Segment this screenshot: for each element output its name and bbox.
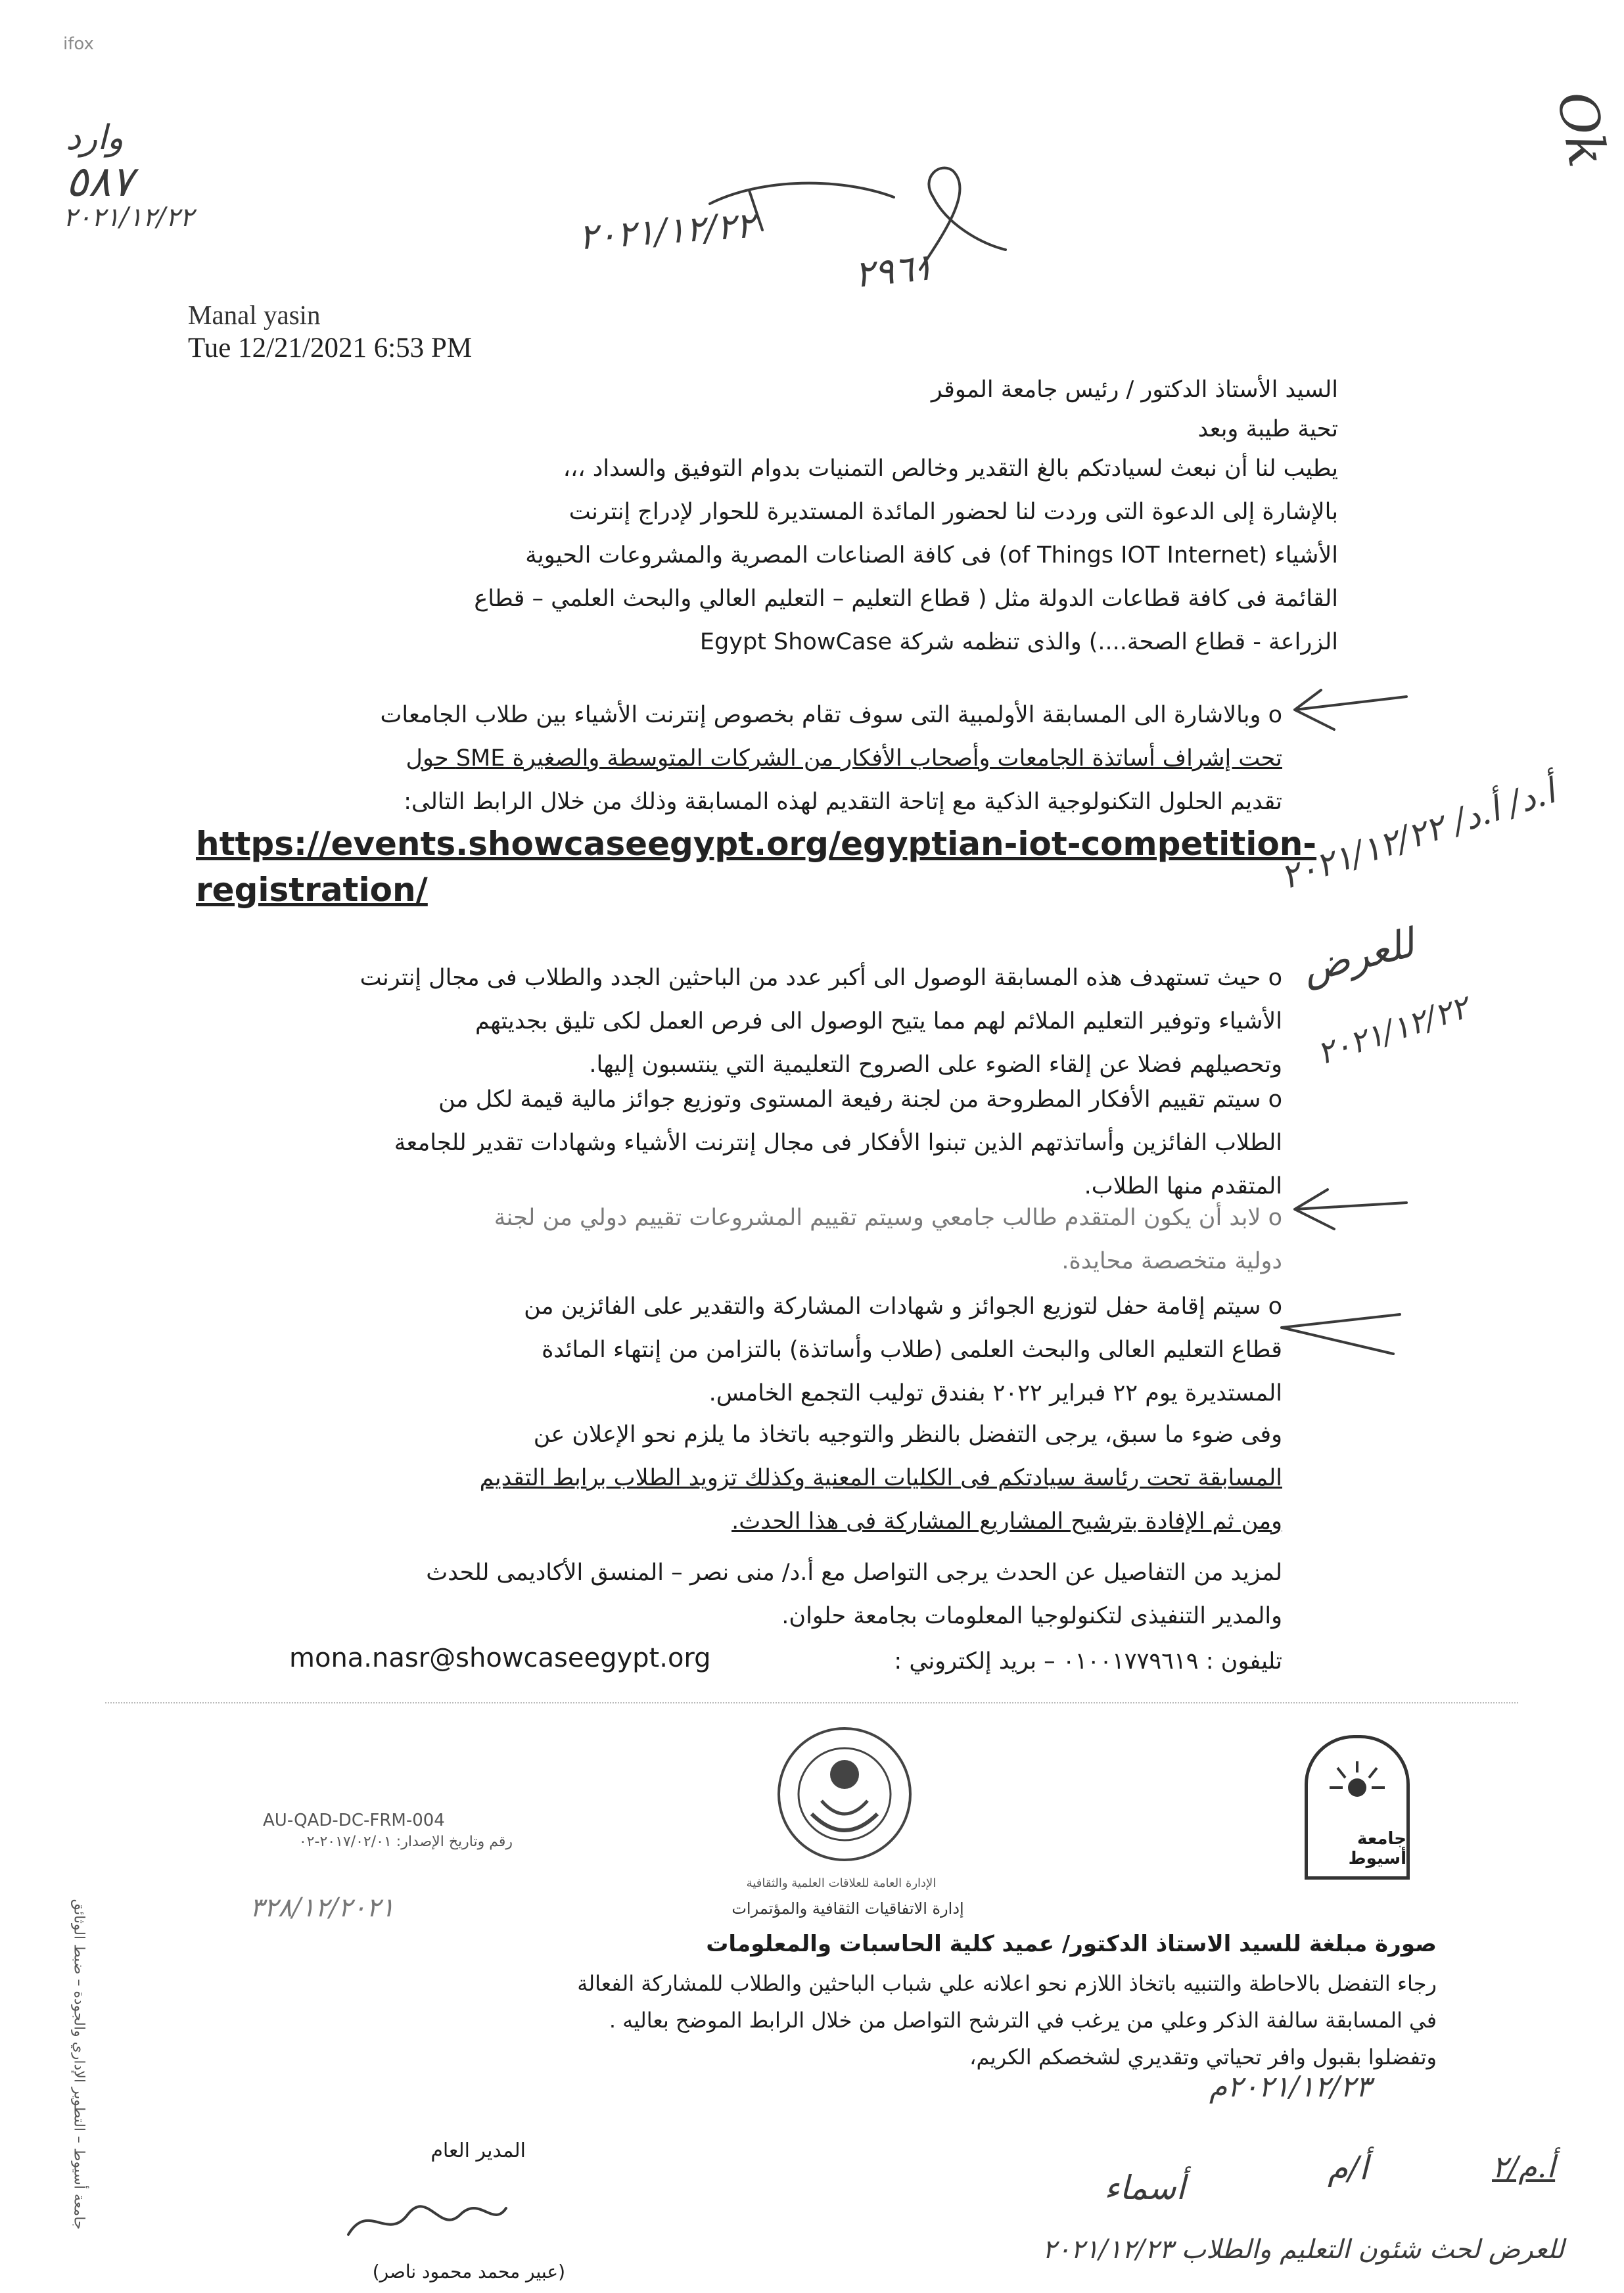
separator [105, 1702, 1518, 1703]
bottom-line-note: للعرض لحث شئون التعليم والطلاب ٢٠٢١/١٢/٢٣ [1042, 2235, 1564, 2265]
point-3 [0, 1078, 1282, 1208]
intro-line: القائمة فى كافة قطاعات الدولة مثل ( قطاع التعليم – التعليم العالي والبحث العلمي – قطاع [474, 586, 1338, 612]
top-right-initials: Ok [1545, 87, 1619, 172]
bottom-note-1: أسماء [1104, 2169, 1186, 2207]
point-1-line: تحت إشراف أساتذة الجامعات وأصحاب الأفكار من الشركات المتوسطة والصغيرة SME حول [406, 745, 1282, 772]
point-5 [0, 1285, 1282, 1415]
corner-mark: ifox [63, 34, 94, 54]
incoming-number: ٥٨٧ [66, 158, 134, 206]
bottom-note-2: أ/م [1328, 2149, 1368, 2187]
point-5-line: قطاع التعليم العالى والبحث العلمى (طلاب وأساتذة) بالتزامن من إنتهاء المائدة [542, 1337, 1282, 1363]
intro-line: الزراعة - قطاع الصحة....) والذى تنظمه شركة Egypt ShowCase [699, 629, 1338, 655]
intro-line: بالإشارة إلى الدعوة التى وردت لنا لحضور المائدة المستديرة للحوار لإدراج إنترنت [568, 499, 1338, 525]
request-paragraph [0, 1413, 1282, 1543]
margin-arrow-2 [1282, 1183, 1413, 1236]
side-note-1: أ.د/ أ.د/ ٢٠٢١/١٢/٢٢ [1276, 772, 1560, 898]
intro-line: يطيب لنا أن نبعث لسيادتكم بالغ التقدير وخالص التمنيات بدوام التوفيق والسداد ،،، [563, 455, 1338, 482]
department-emblem [769, 1715, 920, 1880]
phone-line: تليفون : ٠١٠٠١٧٧٩٦١٩ – بريد إلكتروني : [894, 1648, 1282, 1675]
emblem-ring-text: الإدارة العامة للعلاقات العلمية والثقافية [746, 1876, 937, 1890]
intro-line: الأشياء (of Things IOT Internet) فى كافة الصناعات المصرية والمشروعات الحيوية [525, 542, 1338, 568]
point-2-line: o حيث تستهدف هذه المسابقة الوصول الى أكبر عدد من الباحثين الجدد والطلاب فى مجال إنترنت [360, 965, 1282, 991]
contact-email[interactable]: mona.nasr@showcaseegypt.org [289, 1643, 711, 1673]
side-note-2: للعرض [1297, 920, 1419, 992]
point-2-line: الأشياء وتوفير التعليم الملائم لهم مما يتيح الوصول الى فرص العمل لكى تليق بجديتهم [475, 1008, 1282, 1034]
side-note-3: ٢٠٢١/١٢/٢٢ [1312, 988, 1473, 1073]
sun-icon [1324, 1758, 1390, 1817]
point-4-line: o لابد أن يكون المتقدم طالب جامعي وسيتم تقييم المشروعات تقييم دولي من لجنة [494, 1205, 1282, 1231]
copy-date: ٢٠٢١/١٢/٢٣م [1209, 2070, 1371, 2104]
point-5-line: o سيتم إقامة حفل لتوزيع الجوائز و شهادات المشاركة والتقدير على الفائزين من [524, 1293, 1282, 1320]
registration-link[interactable]: https://events.showcaseegypt.org/egyptian-iot-competition- [196, 825, 1317, 863]
point-1 [0, 693, 1282, 823]
request-line: وفى ضوء ما سبق، يرجى التفضل بالنظر والتوجيه باتخاذ ما يلزم نحو الإعلان عن [533, 1422, 1282, 1448]
emblem-caption: إدارة الاتفاقيات الثقافية والمؤتمرات [731, 1899, 964, 1918]
registration-link-cont[interactable]: registration/ [196, 871, 428, 909]
margin-arrow-3 [1268, 1301, 1413, 1367]
copy-line: رجاء التفضل بالاحاطة والتنبيه باتخاذ اللازم نحو اعلانه علي شباب الباحثين والطلاب للمشاركة الفعالة [577, 1971, 1437, 1996]
director-signature [342, 2195, 513, 2248]
university-logo [1305, 1735, 1410, 1880]
contact-line: والمدير التنفيذى لتكنولوجيا المعلومات بجامعة حلوان. [781, 1603, 1282, 1629]
email-sent-date: Tue 12/21/2021 6:53 PM [188, 333, 473, 363]
request-line: المسابقة تحت رئاسة سيادتكم فى الكليات المعنية وكذلك تزويد الطلاب برابط التقديم [479, 1465, 1282, 1491]
email-sender: Manal yasin [188, 300, 321, 330]
salutation: السيد الأستاذ الدكتور / رئيس جامعة الموقر [931, 377, 1338, 403]
handwritten-ref: ٣٢٨/١٢/٢٠٢١ [250, 1893, 395, 1923]
incoming-stamp-word: وارد [66, 118, 124, 158]
form-code: AU-QAD-DC-FRM-004 [263, 1811, 445, 1830]
point-5-line: المستديرة يوم ٢٢ فبراير ٢٠٢٢ بفندق توليب التجمع الخامس. [708, 1380, 1282, 1406]
director-title: المدير العام [430, 2139, 526, 2162]
point-4 [0, 1196, 1282, 1283]
greeting: تحية طيبة وبعد [1197, 416, 1338, 442]
point-3-line: المتقدم منها الطلاب. [1084, 1173, 1282, 1199]
receipt-date: ٢٠٢١/١٢/٢٢ [577, 204, 756, 258]
request-line: ومن ثم الإفادة بترشيح المشاريع المشاركة فى هذا الحدث. [731, 1508, 1282, 1535]
bottom-note-3: أ.م/٢ [1492, 2149, 1556, 2185]
receipt-number: ٢٩٦١ [852, 245, 936, 297]
point-2-line: وتحصيلهم فضلا عن إلقاء الضوء على الصروح التعليمية التي ينتسبون إليها. [589, 1052, 1282, 1078]
contact-line: لمزيد من التفاصيل عن الحدث يرجى التواصل مع أ.د/ منى نصر – المنسق الأكاديمى للحدث [426, 1560, 1282, 1586]
incoming-date: ٢٠٢١/١٢/٢٢ [63, 202, 194, 233]
point-1-line: تقديم الحلول التكنولوجية الذكية مع إتاحة التقديم لهذه المسابقة وذلك من خلال الرابط التالى: [404, 789, 1282, 815]
intro-paragraph [89, 447, 1338, 664]
copy-paragraph [89, 1965, 1437, 2075]
point-1-line: o وبالاشارة الى المسابقة الأولمبية التى سوف تقام بخصوص إنترنت الأشياء بين طلاب الجامعات [380, 702, 1282, 728]
copy-line: وتفضلوا بقبول وافر تحياتي وتقديري لشخصكم الكريم، [969, 2045, 1437, 2070]
point-3-line: o سيتم تقييم الأفكار المطروحة من لجنة رفيعة المستوى وتوزيع جوائز مالية قيمة لكل من [438, 1086, 1282, 1113]
point-3-line: الطلاب الفائزين وأساتذتهم الذين تبنوا الأفكار فى مجال إنترنت الأشياء وشهادات تقدير للجامعة [394, 1130, 1282, 1156]
margin-arrow-1 [1282, 683, 1413, 736]
director-name: (عبير محمد محمود ناصر) [372, 2261, 565, 2282]
copy-line: في المسابقة سالفة الذكر وعلي من يرغب في الترشح التواصل من خلال الرابط الموضح بعاليه . [609, 2008, 1437, 2033]
copy-title: صورة مبلغة للسيد الاستاذ الدكتور/ عميد كلية الحاسبات والمعلومات [706, 1931, 1437, 1957]
point-2 [0, 956, 1282, 1086]
side-vertical-text: جامعة أسيوط – التطوير الإداري والجودة – ضبط الوثائق [70, 1899, 87, 2230]
point-4-line: دولية متخصصة محايدة. [1061, 1248, 1282, 1274]
contact-paragraph [0, 1551, 1282, 1638]
university-logo-text: جامعة أسيوط [1348, 1829, 1406, 1868]
issue-label: رقم وتاريخ الإصدار: ٢٠١٧/٠٢/٠١-٠٢ [298, 1834, 513, 1850]
